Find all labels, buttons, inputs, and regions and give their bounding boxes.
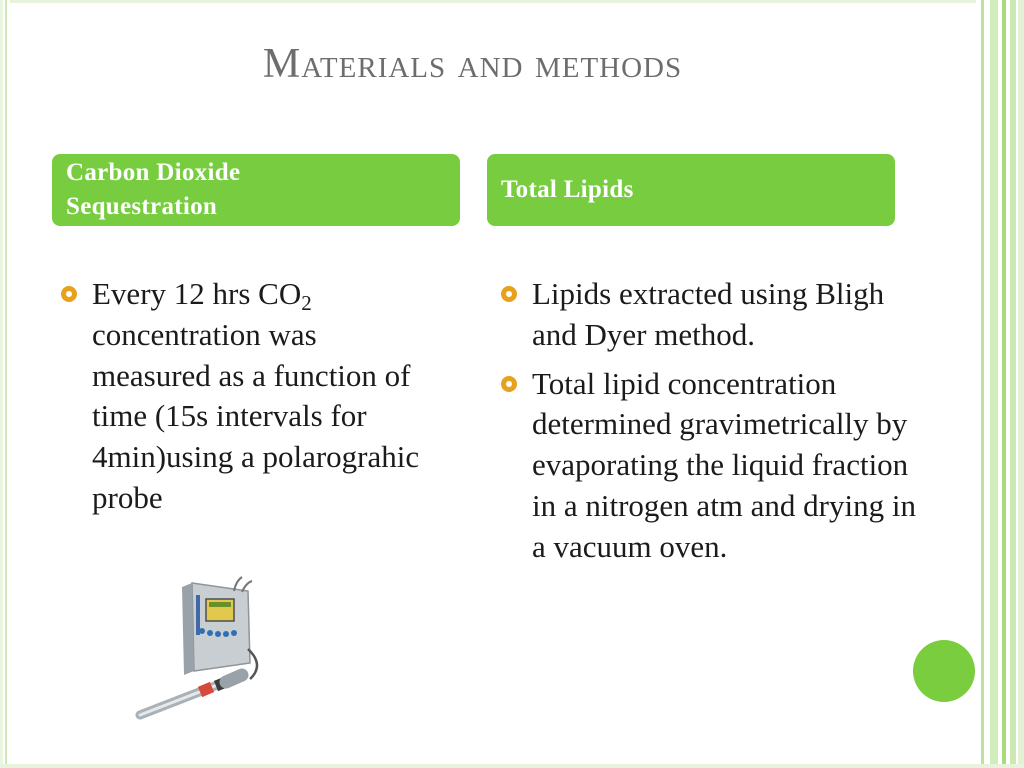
- bullet-text-subscript: 2: [301, 291, 312, 315]
- decorative-green-dot: [913, 640, 975, 702]
- header-left-label: Carbon Dioxide Sequestration: [66, 159, 241, 220]
- bullet-ring-icon: [501, 286, 517, 302]
- bullet-text: Total lipid concentration determined gravimetrically by evaporating the liquid fraction in a nitrogen atm and drying in a vacuum oven.: [532, 365, 916, 564]
- header-total-lipids: [487, 154, 895, 226]
- frame-bottom-border: [0, 764, 1024, 768]
- polarographic-probe-meter-image: [130, 575, 280, 720]
- left-bullet-list: [60, 274, 440, 527]
- frame-top-border: [0, 0, 1024, 6]
- frame-left-border: [0, 0, 10, 768]
- bullet-text-pre: Every 12 hrs CO: [92, 276, 302, 311]
- frame-right-stripes: [976, 0, 1024, 768]
- slide-title: Materials and methods: [262, 41, 683, 87]
- right-bullet-item: [500, 274, 930, 356]
- right-bullet-list: [500, 274, 930, 576]
- header-right-label: Total Lipids: [501, 176, 634, 203]
- left-bullet-item: [60, 274, 440, 519]
- bullet-ring-icon: [61, 286, 77, 302]
- bullet-text-post: concentration was measured as a function of time (15s intervals for 4min)using a polarograhic probe: [92, 316, 420, 515]
- right-bullet-item: [500, 364, 930, 568]
- header-carbon-dioxide-sequestration: [52, 154, 460, 226]
- bullet-text: Lipids extracted using Bligh and Dyer method.: [532, 276, 885, 352]
- bullet-ring-icon: [501, 376, 517, 392]
